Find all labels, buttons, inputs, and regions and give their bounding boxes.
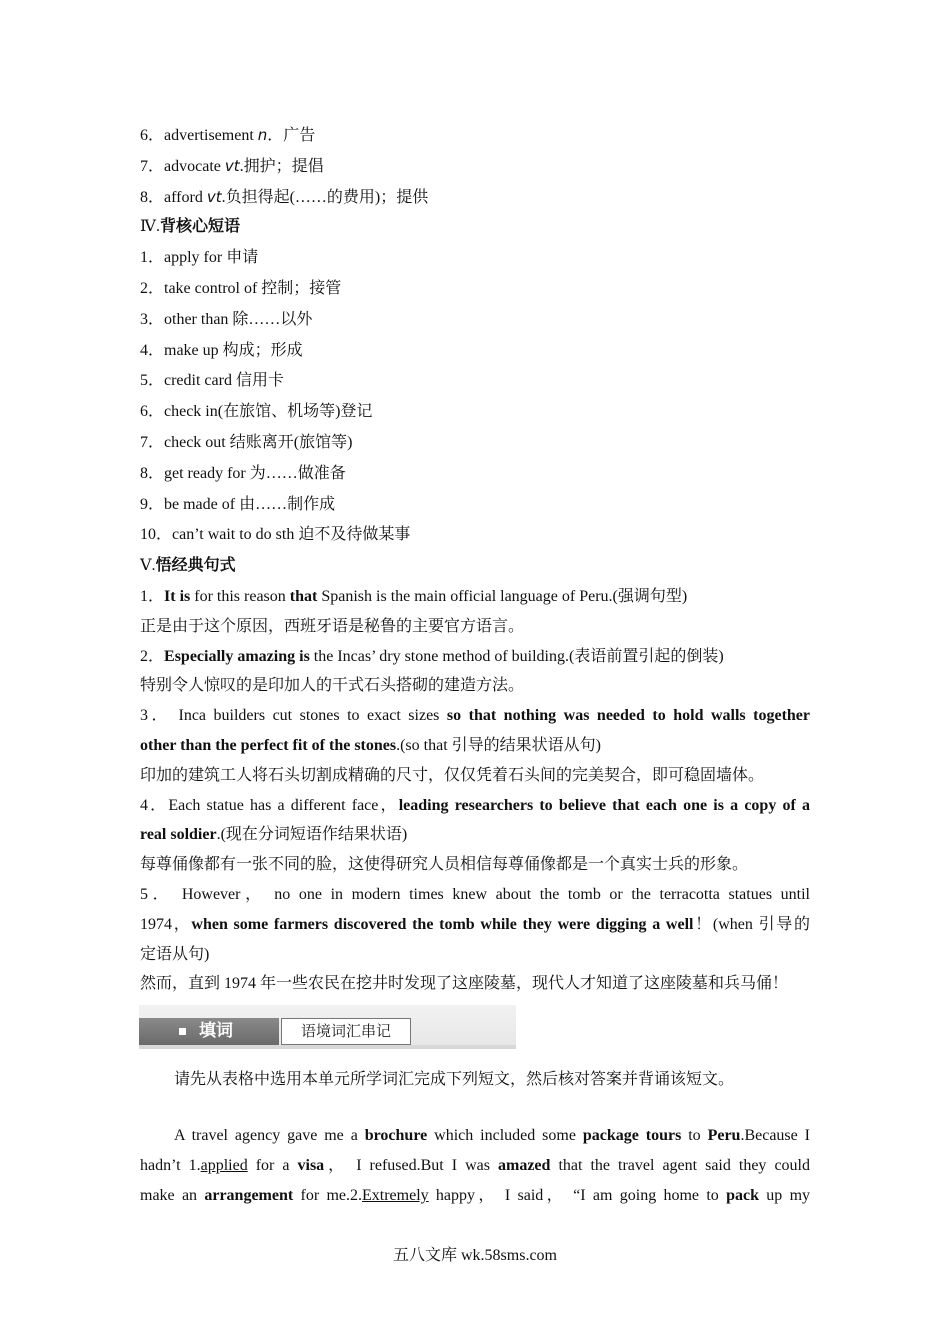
bold-text: when some farmers discovered the tomb while they were digging a well <box>191 915 694 933</box>
bold-text: Especially amazing is <box>164 647 310 665</box>
passage-text: to <box>681 1127 708 1144</box>
separator: ． <box>267 127 284 144</box>
instruction-text: 请先从表格中选用本单元所学词汇完成下列短文，然后核对答案并背诵该短文。 <box>174 1071 735 1088</box>
sentence-4-line-2 <box>140 820 810 850</box>
vocab-word: afford <box>164 188 207 206</box>
bold-word: pack <box>726 1187 759 1204</box>
section-title: 悟经典句式 <box>155 557 236 575</box>
bold-text: real soldier <box>140 826 217 844</box>
sentence-5-translation: 然而，直到 1974 年一些农民在挖井时发现了这座陵墓，现代人才知道了这座陵墓和兵马俑！ <box>140 975 789 993</box>
passage-line-1 <box>140 1121 810 1151</box>
sentence-text: Spanish is the main official language of Peru.(强调句型) <box>317 587 688 605</box>
answer-blank: applied <box>200 1157 248 1174</box>
sentence-3-line-2 <box>140 731 810 761</box>
sentence-text: .(现在分词短语作结果状语) <box>216 826 408 844</box>
sentence-5-line-1 <box>140 880 810 910</box>
item-number: 5． <box>140 885 174 903</box>
bold-word: brochure <box>364 1127 428 1144</box>
bold-word: Peru <box>707 1127 741 1144</box>
phrase-item: 3．other than 除……以外 <box>140 310 313 328</box>
separator: . <box>221 188 226 206</box>
sentence-2-translation: 特别令人惊叹的是印加人的干式石头搭砌的建造方法。 <box>140 677 525 695</box>
phrase-item: 1．apply for 申请 <box>140 249 259 267</box>
sentence-1 <box>140 582 810 612</box>
banner-label: 填词 <box>199 1021 233 1041</box>
sentence-1-translation: 正是由于这个原因，西班牙语是秘鲁的主要官方语言。 <box>140 617 525 635</box>
vocab-item <box>140 120 810 151</box>
bold-text: so that nothing was needed to hold walls together <box>446 707 811 725</box>
phrase-item: 7．check out 结账离开(旅馆等) <box>140 433 353 451</box>
passage-text: .Because I <box>740 1127 810 1144</box>
sentence-3-line-1 <box>140 701 810 731</box>
sentence-5-line-3: 定语从句) <box>140 945 210 963</box>
page-footer: 五八文库 wk.58sms.com <box>392 1247 557 1264</box>
passage-text: up my <box>758 1187 811 1204</box>
section-title: 背核心短语 <box>159 218 240 236</box>
vocab-item <box>140 151 810 182</box>
bold-text: It is <box>164 587 191 605</box>
passage-text: for a <box>247 1157 298 1174</box>
sentence-text: However， no one in modern times knew about the tomb or the terracotta statues until <box>181 885 810 903</box>
sentence-text: Inca builders cut stones to exact sizes <box>178 707 447 725</box>
phrase-item: 6．check in(在旅馆、机场等)登记 <box>140 403 373 421</box>
phrase-item: 9．be made of 由……制作成 <box>140 495 336 513</box>
vocab-word: advertisement <box>164 127 258 144</box>
bold-word: package tours <box>582 1127 682 1144</box>
passage-text: hadn’t 1. <box>140 1157 201 1174</box>
passage-text: for me.2. <box>293 1187 362 1204</box>
answer-blank: Extremely <box>362 1187 429 1204</box>
section-number: Ⅳ. <box>140 218 160 236</box>
sentence-4-line-1 <box>140 791 810 821</box>
passage-text: that the travel agent said they could <box>550 1157 810 1174</box>
passage-text: happy， I said， “I am going home to <box>428 1187 727 1204</box>
sentence-text: Each statue has a different face， <box>168 796 399 814</box>
phrase-item: 2．take control of 控制；接管 <box>140 279 342 297</box>
part-of-speech: vt <box>224 156 240 175</box>
passage-line-2 <box>140 1151 810 1181</box>
vocab-meaning: 负担得起(……的费用)；提供 <box>225 188 429 206</box>
banner-shadow <box>139 1045 516 1049</box>
sentence-5-line-2 <box>140 910 810 940</box>
part-of-speech: n <box>257 126 268 144</box>
banner-tab: 语境词汇串记 <box>281 1018 411 1045</box>
phrase-item: 5．credit card 信用卡 <box>140 372 284 390</box>
vocab-meaning: 广告 <box>283 127 316 144</box>
separator: . <box>239 157 244 175</box>
item-number: 4． <box>140 796 169 814</box>
phrase-item: 10．can’t wait to do sth 迫不及待做某事 <box>140 526 411 544</box>
section-banner <box>139 1005 516 1049</box>
passage-text: which included some <box>427 1127 583 1144</box>
phrase-item: 4．make up 构成；形成 <box>140 341 303 359</box>
sentence-text: 1974， <box>140 915 192 933</box>
bold-text: that <box>289 587 318 605</box>
bold-text: leading researchers to believe that each one is a copy of a <box>398 796 810 814</box>
sentence-text: ！(when 引导的 <box>693 915 810 933</box>
section-number: Ⅴ. <box>140 557 156 575</box>
vocab-item <box>140 182 810 213</box>
passage-line-3 <box>140 1181 810 1211</box>
item-number: 1． <box>140 587 165 605</box>
bold-word: amazed <box>498 1157 551 1174</box>
sentence-text: .(so that 引导的结果状语从句) <box>396 736 601 754</box>
phrase-item: 8．get ready for 为……做准备 <box>140 464 346 482</box>
bold-text: other than the perfect fit of the stones <box>140 736 397 754</box>
item-number: 7． <box>140 157 165 175</box>
item-number: 6． <box>140 127 165 144</box>
banner-label-box <box>139 1018 279 1045</box>
sentence-4-translation: 每尊俑像都有一张不同的脸，这使得研究人员相信每尊俑像都是一个真实士兵的形象。 <box>140 856 749 874</box>
vocab-meaning: 拥护；提倡 <box>243 157 324 175</box>
passage-text: A travel agency gave me a <box>174 1127 365 1144</box>
sentence-3-translation: 印加的建筑工人将石头切割成精确的尺寸，仅仅凭着石头间的完美契合，即可稳固墙体。 <box>140 766 765 784</box>
part-of-speech: vt <box>206 187 222 206</box>
sentence-text: for this reason <box>190 587 290 605</box>
bold-word: visa <box>297 1157 325 1174</box>
passage <box>140 1121 810 1211</box>
square-bullet-icon <box>179 1028 186 1035</box>
bold-word: arrangement <box>204 1187 294 1204</box>
item-number: 3． <box>140 707 171 725</box>
passage-text: ， I refused.But I was <box>324 1157 498 1174</box>
item-number: 2． <box>140 647 165 665</box>
passage-text: make an <box>140 1187 205 1204</box>
section-heading-sentences <box>140 551 810 582</box>
item-number: 8． <box>140 188 165 206</box>
vocab-word: advocate <box>164 157 225 175</box>
section-heading-phrases <box>140 212 810 243</box>
sentence-2 <box>140 642 810 672</box>
study-content <box>140 120 810 999</box>
sentence-text: the Incas’ dry stone method of building.(表语前置引起的倒装) <box>309 647 724 665</box>
